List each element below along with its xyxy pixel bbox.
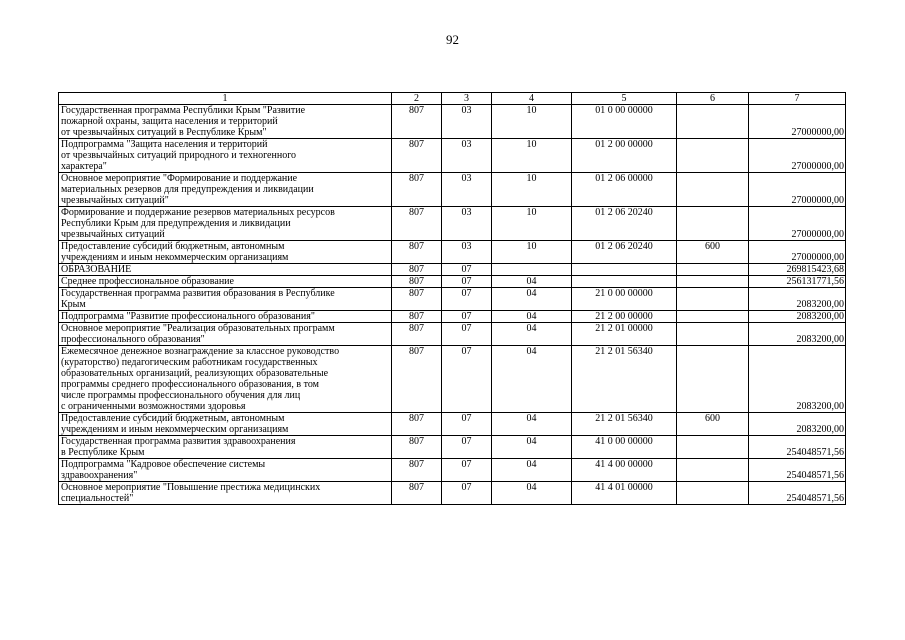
ministry-code: 807 <box>392 436 442 459</box>
expense-type-code <box>677 459 749 482</box>
subsection-code: 10 <box>492 173 572 207</box>
description-line: учреждениям и иным некоммерческим организациям <box>61 424 289 435</box>
expense-type-code <box>677 311 749 323</box>
subsection-code: 04 <box>492 459 572 482</box>
header-row <box>59 93 846 105</box>
section-code: 03 <box>442 173 492 207</box>
ministry-code: 807 <box>392 173 442 207</box>
description-line: числе программы профессионального обучения для лиц <box>61 390 301 401</box>
expense-type-code <box>677 264 749 276</box>
description-line: Основное мероприятие "Повышение престижа медицинских <box>61 482 321 493</box>
description-line: Основное мероприятие "Реализация образовательных программ <box>61 323 335 334</box>
amount: 269815423,68 <box>749 264 846 276</box>
description-line: Республики Крым для предупреждения и ликвидации <box>61 218 291 229</box>
section-code: 03 <box>442 105 492 139</box>
subsection-code: 04 <box>492 323 572 346</box>
expense-type-code <box>677 323 749 346</box>
target-article-code: 41 0 00 00000 <box>572 436 677 459</box>
amount: 256131771,56 <box>749 276 846 288</box>
subsection-code: 04 <box>492 276 572 288</box>
description-line: Крым <box>61 299 86 310</box>
description-line: учреждениям и иным некоммерческим организациям <box>61 252 289 263</box>
subsection-code: 04 <box>492 413 572 436</box>
table-row <box>59 276 846 288</box>
target-article-code: 21 0 00 00000 <box>572 288 677 311</box>
section-code: 03 <box>442 139 492 173</box>
description-line: профессионального образования" <box>61 334 205 345</box>
row-description <box>59 436 392 459</box>
row-description <box>59 288 392 311</box>
expense-type-code: 600 <box>677 241 749 264</box>
row-description <box>59 207 392 241</box>
expense-type-code <box>677 139 749 173</box>
description-line: (кураторство) педагогическим работникам государственных <box>61 357 318 368</box>
subsection-code: 10 <box>492 105 572 139</box>
description-line: Среднее профессиональное образование <box>61 276 234 287</box>
description-line: Подпрограмма "Кадровое обеспечение системы <box>61 459 266 470</box>
section-code: 07 <box>442 276 492 288</box>
row-description <box>59 139 392 173</box>
row-description <box>59 459 392 482</box>
expense-type-code <box>677 436 749 459</box>
description-line: чрезвычайных ситуаций" <box>61 195 169 206</box>
description-line: ОБРАЗОВАНИЕ <box>61 264 132 275</box>
section-code: 07 <box>442 413 492 436</box>
description-line: от чрезвычайных ситуаций природного и техногенного <box>61 150 297 161</box>
section-code: 07 <box>442 346 492 413</box>
header-cell: 4 <box>492 93 572 105</box>
ministry-code: 807 <box>392 105 442 139</box>
target-article-code: 21 2 01 56340 <box>572 346 677 413</box>
ministry-code: 807 <box>392 482 442 505</box>
ministry-code: 807 <box>392 241 442 264</box>
target-article-code: 01 0 00 00000 <box>572 105 677 139</box>
section-code: 07 <box>442 323 492 346</box>
amount: 2083200,00 <box>749 323 846 346</box>
subsection-code: 04 <box>492 288 572 311</box>
description-line: здравоохранения" <box>61 470 138 481</box>
subsection-code: 10 <box>492 207 572 241</box>
section-code: 07 <box>442 482 492 505</box>
target-article-code: 21 2 01 56340 <box>572 413 677 436</box>
description-line: характера" <box>61 161 107 172</box>
target-article-code: 01 2 06 20240 <box>572 207 677 241</box>
amount: 2083200,00 <box>749 346 846 413</box>
budget-table <box>58 92 846 505</box>
ministry-code: 807 <box>392 139 442 173</box>
header-cell: 2 <box>392 93 442 105</box>
description-line: материальных резервов для предупреждения и ликвидации <box>61 184 314 195</box>
header-cell: 5 <box>572 93 677 105</box>
expense-type-code <box>677 276 749 288</box>
page-number: 92 <box>446 32 459 47</box>
amount: 2083200,00 <box>749 413 846 436</box>
row-description <box>59 346 392 413</box>
amount: 27000000,00 <box>749 241 846 264</box>
amount: 254048571,56 <box>749 482 846 505</box>
section-code: 07 <box>442 436 492 459</box>
description-line: Ежемесячное денежное вознаграждение за классное руководство <box>61 346 340 357</box>
section-code: 07 <box>442 288 492 311</box>
subsection-code: 10 <box>492 241 572 264</box>
row-description <box>59 323 392 346</box>
section-code: 07 <box>442 459 492 482</box>
description-line: специальностей" <box>61 493 134 504</box>
section-code: 03 <box>442 207 492 241</box>
ministry-code: 807 <box>392 288 442 311</box>
subsection-code: 10 <box>492 139 572 173</box>
description-line: с ограниченными возможностями здоровья <box>61 401 246 412</box>
table-row <box>59 323 846 346</box>
description-line: пожарной охраны, защита населения и территорий <box>61 116 278 127</box>
description-line: Предоставление субсидий бюджетным, автономным <box>61 413 285 424</box>
row-description <box>59 264 392 276</box>
description-line: Государственная программа Республики Крым "Развитие <box>61 105 306 116</box>
ministry-code: 807 <box>392 207 442 241</box>
subsection-code <box>492 264 572 276</box>
amount: 27000000,00 <box>749 105 846 139</box>
description-line: Подпрограмма "Защита населения и территорий <box>61 139 268 150</box>
description-line: Государственная программа развития образования в Республике <box>61 288 335 299</box>
table-row <box>59 311 846 323</box>
header-cell: 7 <box>749 93 846 105</box>
table-row <box>59 482 846 505</box>
subsection-code: 04 <box>492 311 572 323</box>
section-code: 07 <box>442 264 492 276</box>
table-row <box>59 264 846 276</box>
target-article-code: 41 4 00 00000 <box>572 459 677 482</box>
ministry-code: 807 <box>392 264 442 276</box>
table-row <box>59 436 846 459</box>
expense-type-code <box>677 482 749 505</box>
description-line: чрезвычайных ситуаций <box>61 229 165 240</box>
section-code: 07 <box>442 311 492 323</box>
description-line: Формирование и поддержание резервов материальных ресурсов <box>61 207 335 218</box>
description-line: Подпрограмма "Развитие профессионального образования" <box>61 311 315 322</box>
expense-type-code <box>677 288 749 311</box>
amount: 254048571,56 <box>749 459 846 482</box>
target-article-code: 01 2 06 20240 <box>572 241 677 264</box>
expense-type-code <box>677 105 749 139</box>
target-article-code: 21 2 01 00000 <box>572 323 677 346</box>
row-description <box>59 413 392 436</box>
row-description <box>59 276 392 288</box>
description-line: Основное мероприятие "Формирование и поддержание <box>61 173 298 184</box>
ministry-code: 807 <box>392 413 442 436</box>
subsection-code: 04 <box>492 482 572 505</box>
table-row <box>59 207 846 241</box>
header-cell: 1 <box>59 93 392 105</box>
row-description <box>59 105 392 139</box>
row-description <box>59 482 392 505</box>
ministry-code: 807 <box>392 276 442 288</box>
table-row <box>59 413 846 436</box>
target-article-code <box>572 264 677 276</box>
ministry-code: 807 <box>392 311 442 323</box>
table-row <box>59 459 846 482</box>
amount: 2083200,00 <box>749 288 846 311</box>
description-line: Государственная программа развития здравоохранения <box>61 436 296 447</box>
amount: 27000000,00 <box>749 173 846 207</box>
table-row <box>59 288 846 311</box>
ministry-code: 807 <box>392 323 442 346</box>
amount: 2083200,00 <box>749 311 846 323</box>
table-row <box>59 105 846 139</box>
description-line: в Республике Крым <box>61 447 145 458</box>
expense-type-code <box>677 207 749 241</box>
table-row <box>59 241 846 264</box>
expense-type-code: 600 <box>677 413 749 436</box>
section-code: 03 <box>442 241 492 264</box>
ministry-code: 807 <box>392 346 442 413</box>
row-description <box>59 173 392 207</box>
table-row <box>59 346 846 413</box>
expense-type-code <box>677 173 749 207</box>
ministry-code: 807 <box>392 459 442 482</box>
target-article-code: 01 2 00 00000 <box>572 139 677 173</box>
amount: 254048571,56 <box>749 436 846 459</box>
amount: 27000000,00 <box>749 139 846 173</box>
description-line: от чрезвычайных ситуаций в Республике Крым" <box>61 127 267 138</box>
row-description <box>59 311 392 323</box>
header-cell: 3 <box>442 93 492 105</box>
target-article-code <box>572 276 677 288</box>
target-article-code: 01 2 06 00000 <box>572 173 677 207</box>
header-cell: 6 <box>677 93 749 105</box>
row-description <box>59 241 392 264</box>
table-row <box>59 139 846 173</box>
description-line: Предоставление субсидий бюджетным, автономным <box>61 241 285 252</box>
subsection-code: 04 <box>492 346 572 413</box>
subsection-code: 04 <box>492 436 572 459</box>
expense-type-code <box>677 346 749 413</box>
amount: 27000000,00 <box>749 207 846 241</box>
description-line: образовательных организаций, реализующих образовательные <box>61 368 329 379</box>
target-article-code: 21 2 00 00000 <box>572 311 677 323</box>
target-article-code: 41 4 01 00000 <box>572 482 677 505</box>
table-row <box>59 173 846 207</box>
description-line: программы среднего профессионального образования, в том <box>61 379 319 390</box>
